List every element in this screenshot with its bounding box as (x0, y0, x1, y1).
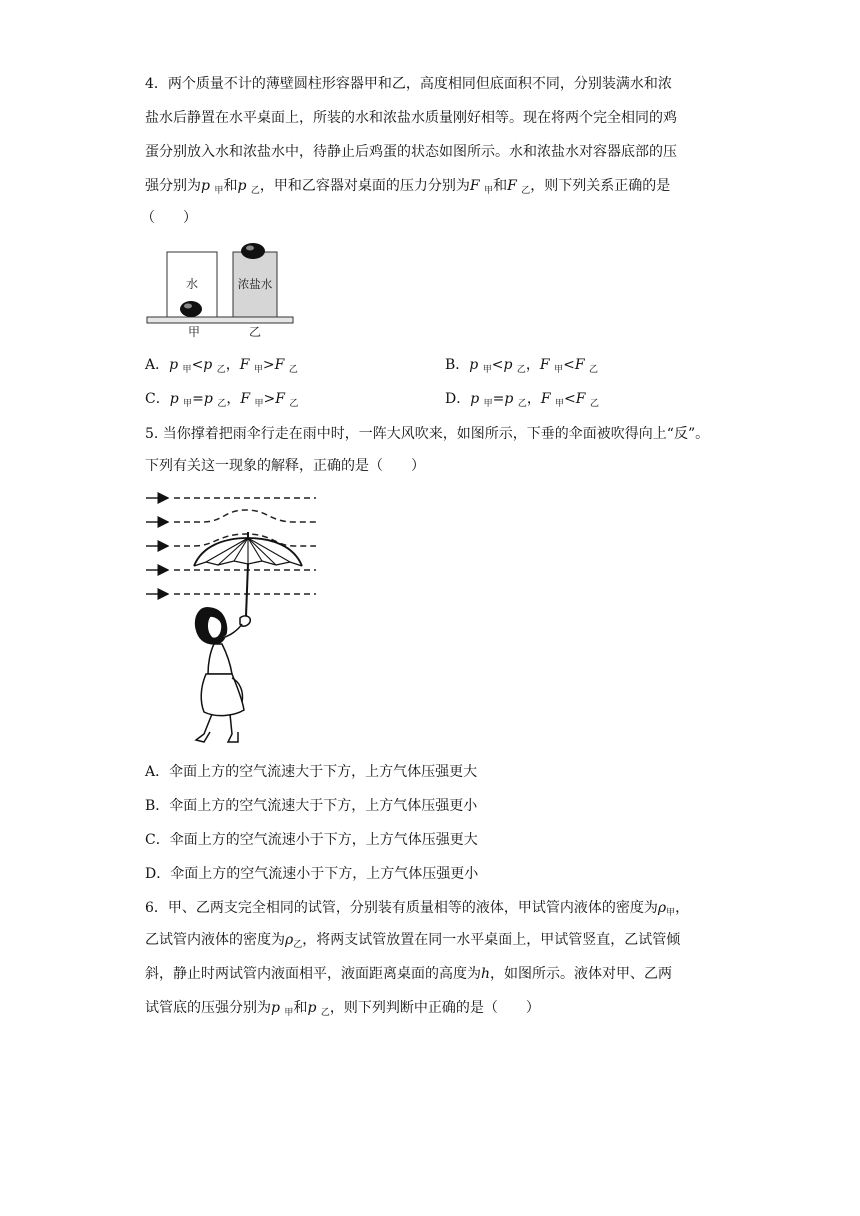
q4-option-d[interactable]: D．p $_甲$=p $_乙$，F $_甲$<F $_乙$ (445, 391, 599, 409)
q4-figure (145, 242, 295, 342)
q4-line-4: 强分别为p $_甲$和p $_乙$，甲和乙容器对桌面的压力分别为F $_甲$和F $_乙$，则下列关系正确的是 (145, 178, 671, 196)
label-jia: 甲 (187, 325, 201, 339)
label-water: 水 (185, 277, 199, 291)
egg-in-brine (241, 243, 265, 259)
label-yi: 乙 (248, 325, 262, 339)
egg-in-water (180, 301, 202, 317)
q4-line-3: 蛋分别放入水和浓盐水中，待静止后鸡蛋的状态如图所示。水和浓盐水对容器底部的压 (145, 144, 677, 160)
q4-line-2: 盐水后静置在水平桌面上，所装的水和浓盐水质量刚好相等。现在将两个完全相同的鸡 (145, 110, 677, 126)
q4-answer-paren: （ ） (141, 210, 197, 226)
q6-line-3: 斜，静止时两试管内液面相平，液面距离桌面的高度为h，如图所示。液体对甲、乙两 (145, 966, 673, 982)
q4-line-1: 4．两个质量不计的薄壁圆柱形容器甲和乙，高度相同但底面积不同，分别装满水和浓 (145, 76, 672, 92)
q5-option-a[interactable]: A．伞面上方的空气流速大于下方，上方气体压强更大 (145, 764, 478, 780)
label-brine: 浓盐水 (237, 277, 273, 291)
q6-line-2: 乙试管内液体的密度为$\rho_乙$，将两支试管放置在同一水平桌面上，甲试管竖直，乙试管倾 (145, 932, 681, 950)
q4-option-a[interactable]: A．p $_甲$<p $_乙$，F $_甲$>F $_乙$ (145, 357, 298, 375)
q6-line-1: 6．甲、乙两支完全相同的试管，分别装有质量相等的液体，甲试管内液体的密度为$\rho_甲$， (145, 900, 690, 918)
q6-line-4: 试管底的压强分别为p $_甲$和p $_乙$，则下列判断中正确的是（ ） (145, 1000, 540, 1018)
q5-option-d[interactable]: D．伞面上方的空气流速小于下方，上方气体压强更小 (145, 866, 479, 882)
q4-option-c[interactable]: C．p $_甲$=p $_乙$，F $_甲$>F $_乙$ (145, 391, 299, 409)
q4-option-b[interactable]: B．p $_甲$<p $_乙$，F $_甲$<F $_乙$ (445, 357, 599, 375)
q5-umbrella-figure (144, 488, 324, 750)
q5-option-b[interactable]: B．伞面上方的空气流速大于下方，上方气体压强更小 (145, 798, 478, 814)
q5-line-1: 5. 当你撑着把雨伞行走在雨中时，一阵大风吹来，如图所示，下垂的伞面被吹得向上“反”。 (145, 426, 710, 442)
q5-line-2: 下列有关这一现象的解释，正确的是（ ） (145, 458, 425, 474)
q5-option-c[interactable]: C．伞面上方的空气流速小于下方，上方气体压强更大 (145, 832, 478, 848)
